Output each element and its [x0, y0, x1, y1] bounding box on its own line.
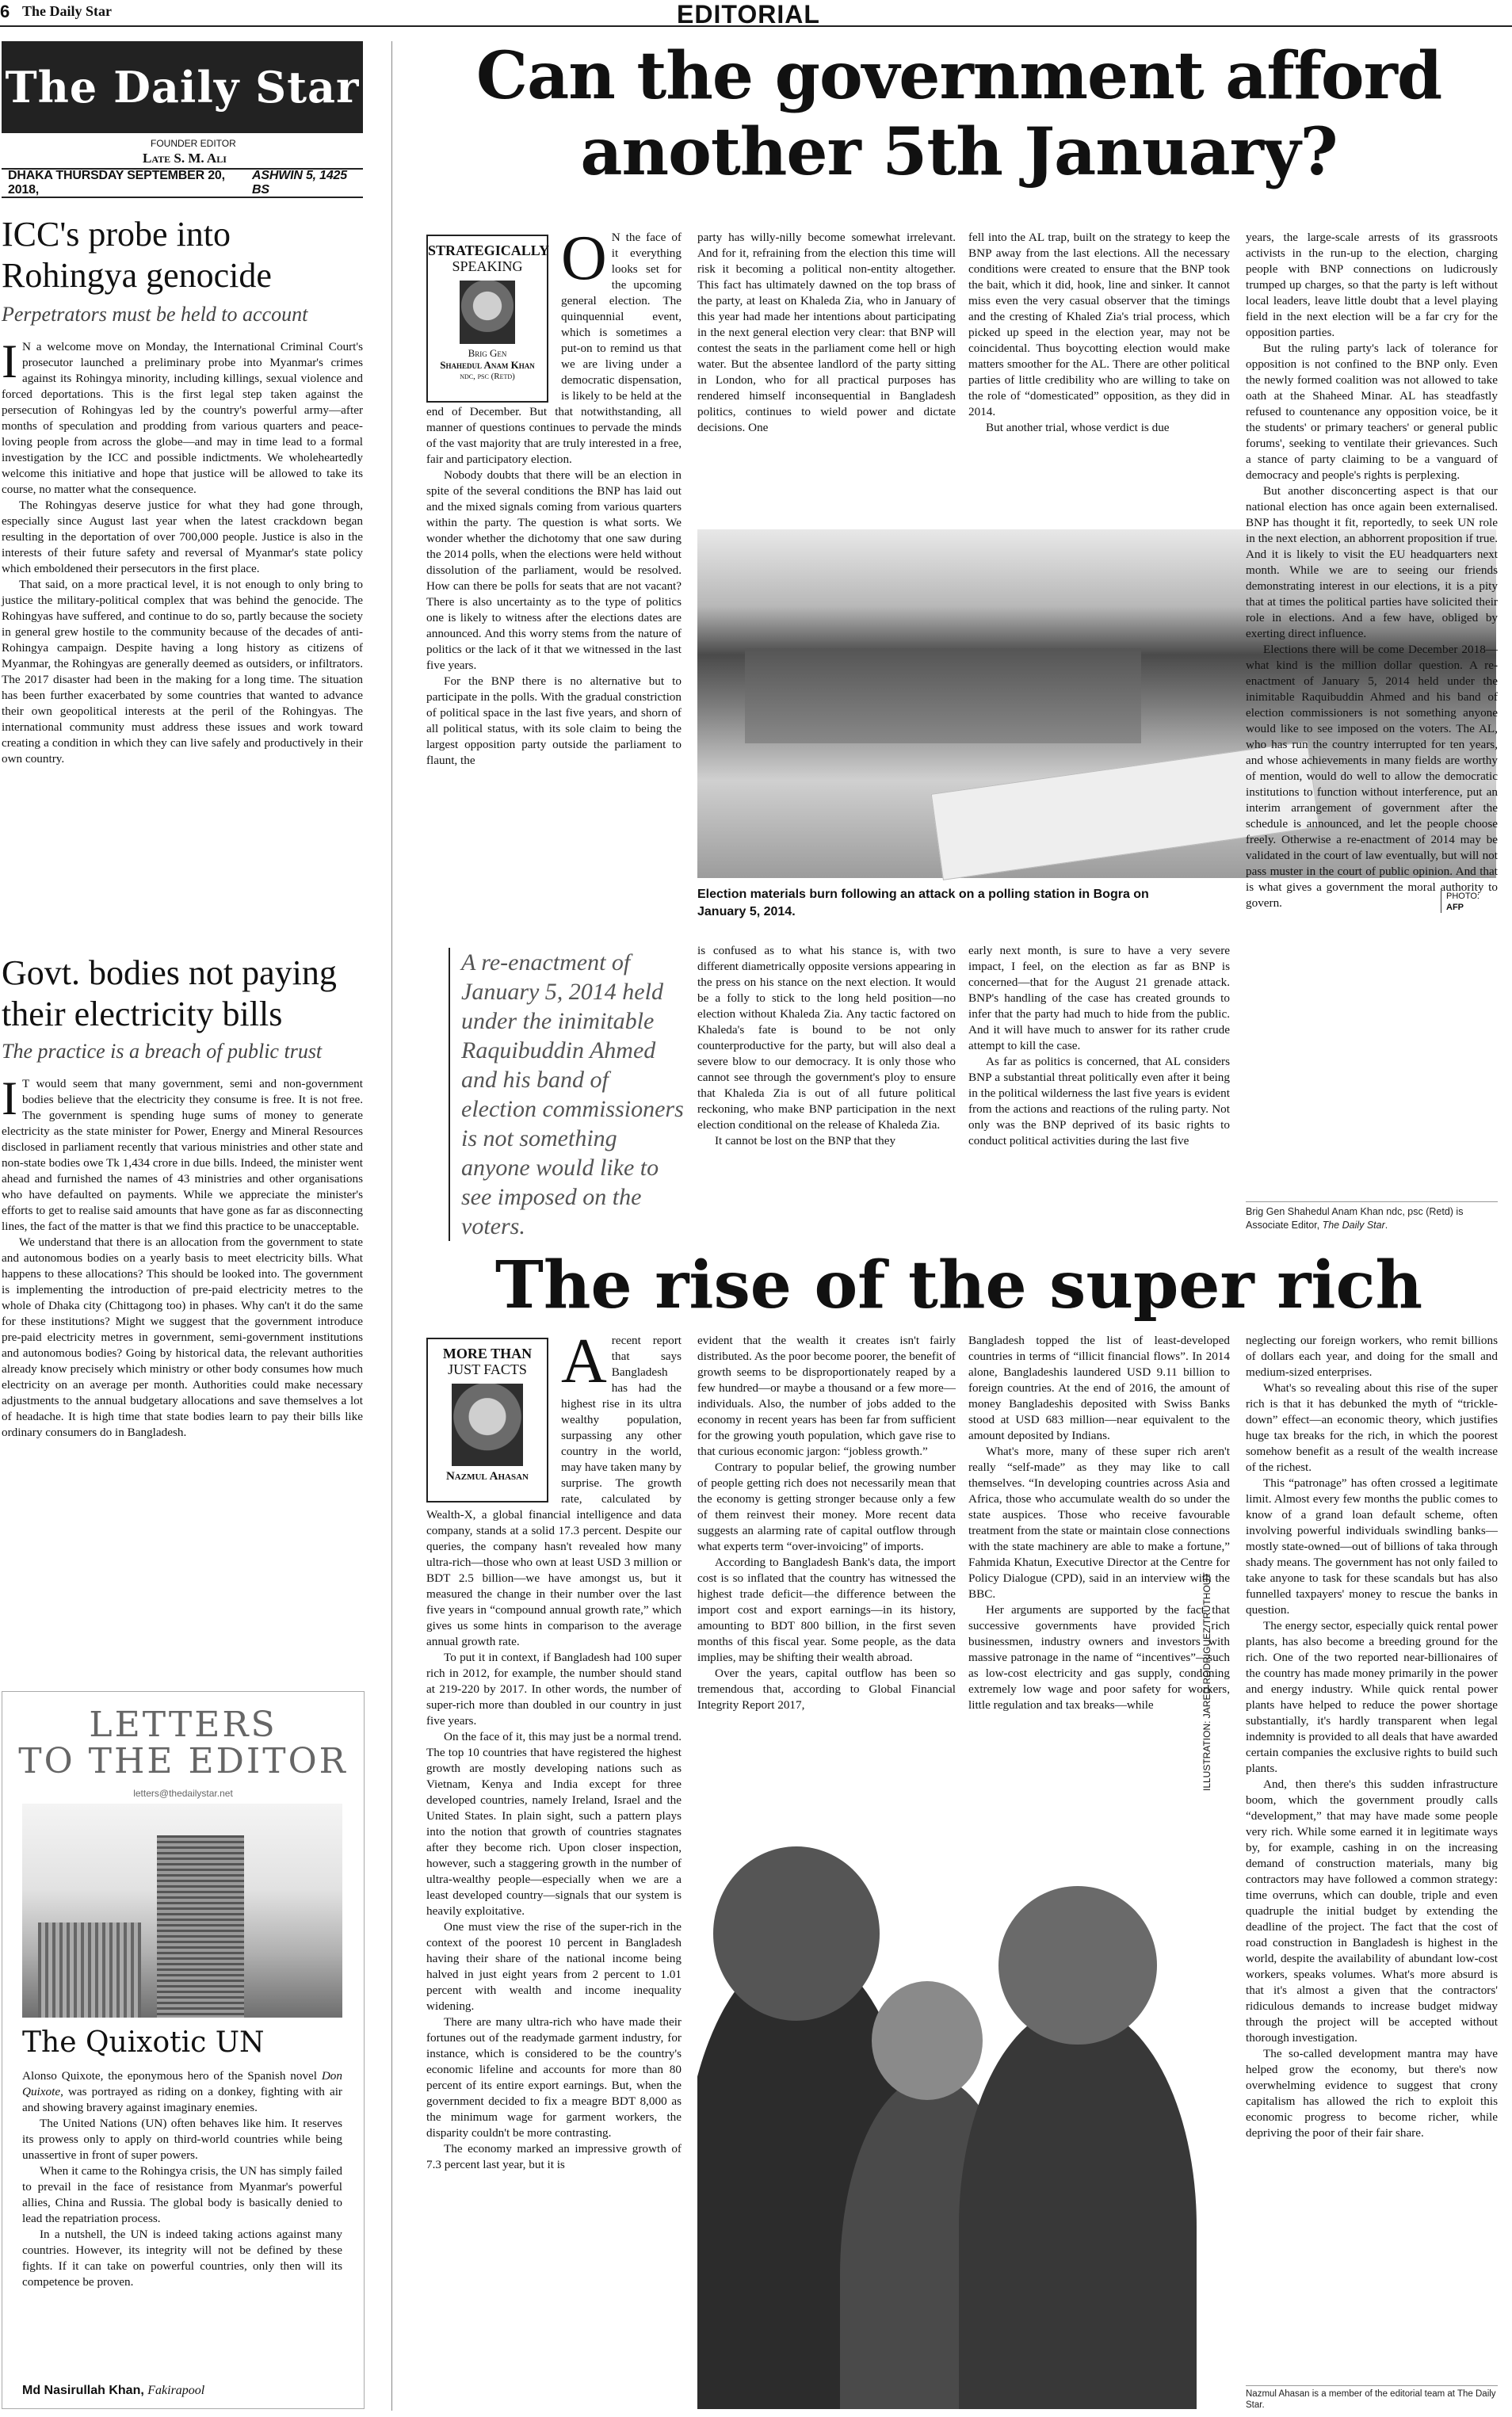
column-label-2: SPEAKING [452, 258, 523, 274]
founder-name: Late S. M. Ali [143, 151, 227, 166]
paragraph: In a nutshell, the UN is indeed taking actions against many countries. However, its integrity will not be defined by these fights. If it can take on powerful countries, only then will its competence be proven. [22, 2228, 342, 2289]
article-2-col-2 [697, 1333, 956, 1713]
column-label: STRATEGICALLY [428, 242, 550, 258]
paragraph: N a welcome move on Monday, the International Criminal Court's prosecutor launched a preliminary probe into Myanmar's crimes against its Rohingya minority, including killings, sexual violence and forced deportations. This is the first legal step taken against the persecution of Rohingyas led by the country's powerful army—after months of speculation and prodding from various quarters and peace-loving people from across the globe—and may in time lead to a formal investigation by the ICC and possible indictments. We wholeheartedly welcome this initiative and hope that justice will be allowed to take its course, no matter what the consequence. [2, 340, 363, 496]
paragraph: We understand that there is an allocation from the government to state and autonomous bodies on a yearly basis to meet electricity bills. What happens to these allocations? This should be looked into. The government is implementing the introduction of pre-paid electricity metres to the whole of Dhaka city (Chittagong too) in phases. Why can't it do the same for these institutions? Might we suggest that the government introduce pre-paid electricity metres in government, semi-government institutions and autonomous bodies? Going by historical data, the relevant authorities already know precisely which ministry or other body consumes how much electricity on an average per month. Authorities could make necessary adjustments to the annual budgetary allocations and save themselves a lot of headache. It is high time that state bodies learn to pay their bills like ordinary consumers do in Bangladesh. [2, 1235, 363, 1439]
paragraph: As far as politics is concerned, that AL considers BNP a substantial threat politically even after it being in the political wilderness the last five years is evident from the actions and reactions of the ruling party. Not only was the BNP deprived of its basic rights to conduct political activities during the last five [968, 1055, 1230, 1147]
illustration-credit: ILLUSTRATION: JARED RODRIGUEZ/TRUTHOUT [1201, 1572, 1212, 1791]
article-1-col-4 [1246, 230, 1498, 911]
paragraph: Nobody doubts that there will be an election in spite of the several conditions the BNP has laid out and the mixed signals coming from various quarters within the party. The question is what sorts. We wonder whether the dichotomy that one saw during the 2014 polls, when the elections were held without dissolution of the parliament, would be resolved. How can there be polls for seats that are not vacant? There is also uncertainty as to the type of politics one is likely to witness after the elections dates are announced. And this worry stems from the nature of politics or the lack of it that we witnessed in the last five years. [426, 468, 682, 672]
column-label: MORE THAN [442, 1346, 533, 1361]
paragraph: Contrary to popular belief, the growing number of people getting rich does not necessarily mean that the economy is getting stronger because only a few of them reinvest their money. More recent data suggests an alarming rate of capital outflow through what experts term “over-invoicing” of imports. [697, 1461, 956, 1553]
paragraph: is confused as to what his stance is, with two different diametrically opposite versions appearing in the press on his stance on the next election. It would be a folly to stick to the long held position—no election without Khaleda Zia. Any tactic factored on Khaleda's fate is bound to be not only counterproductive for the party, but will also deal a severe blow to our democracy. It is only those who cannot see through the government's ploy to ensure that Khaleda Zia is out of all future political reckoning, who make BNP participation in the next election conditional on the release of Khaleda Zia. [697, 944, 956, 1132]
paper-name-small: The Daily Star [22, 3, 113, 19]
paragraph: years, the large-scale arrests of its grassroots activists in the run-up to the election, charging people with BNP connections on ludicrously trumped up charges, so that the party is left without local leaders, leave little doubt that a level playing field in the next election will be a far cry for the opposition parties. [1246, 231, 1498, 339]
paragraph: There are many ultra-rich who have made their fortunes out of the readymade garment industry, for instance, which is considered to be the country's economic lifeline and accounts for more than 80 percent of its entire export earnings. But, when the government decided to fix a meagre BDT 8,000 as the minimum wage for garment workers, the disparity couldn't be more contrasting. [426, 2015, 682, 2140]
article-1-col-3b [968, 943, 1230, 1149]
paragraph: party has willy-nilly become somewhat irrelevant. And for it, refraining from the election this time will risk it becoming a political non-entity altogether. This fact has ultimately dawned on the top brass of the party, at least on Khaleda Zia, who in January of this year had made her intentions about participating in the next general election very clear: that BNP will contest the seats in the parliament come hell or high water. But the absentee landlord of the party sitting in London, who for all practical purposes has rendered himself inconsequential in Bangladesh politics, continues to wield power and dictate decisions. One [697, 231, 956, 434]
pull-quote: A re-enactment of January 5, 2014 held under the inimitable Raquibuddin Ahmed and his band of election commissioners is not something anyone would like to see imposed on the voters. [449, 948, 686, 1241]
dateline [2, 168, 363, 198]
editorial-2-subtitle: The practice is a breach of public trust [2, 1040, 323, 1063]
paragraph: That said, on a more practical level, it is not enough to only bring to justice the military-political complex that was behind the genocide. The Rohingyas have suffered, and continue to do so, partly because the society in general grew hostile to the community because of the decades of anti-Rohingya campaign. Despite having a long history as citizens of Myanmar, the Rohingyas are generally deemed as outsiders, or infiltrators. The 2017 disaster had been in the making for a long time. The situation has been further exacerbated by some countries that wanted to advance their own geopolitical interests at the peril of the Rohingyas. The international community must address these issues and work toward creating a condition in which they can live safely and productively in their own country. [2, 578, 363, 766]
letter-signature: Md Nasirullah Khan, Fakirapool [22, 2384, 205, 2397]
article-1-col-1 [426, 223, 682, 769]
paragraph: N the face of it everything looks set for the upcoming general election. The quinquennial event, which is sometimes a put-on to remind us that we are living under a democratic dispensation, is likely to be held at the end of December. But that notwithstanding, all manner of questions continues to pervade the minds of the vast majority that are truly interested in a free, fair and participatory election. [426, 231, 682, 466]
author-bio-2: Nazmul Ahasan is a member of the editorial team at The Daily Star. [1246, 2385, 1498, 2411]
paragraph: fell into the AL trap, built on the strategy to keep the BNP away from the last elections. All the necessary conditions were created to ensure that the BNP took the bait, which it did, hook, line and sinker. It cannot miss even the very casual observer that the timings and the cresting of Khaled Zia's trial process, which picked up speed in the election year, may not be coincidental. Thus boycotting election would make matters smoother for the AL. There are other political parties of little credibility who are willing to take on the role of “domesticated” opposition, as they did in 2014. [968, 231, 1230, 418]
article-2-col-4 [1246, 1333, 1498, 2141]
paragraph: Over the years, capital outflow has been so tremendous that, according to Global Financial Integrity Report 2017, [697, 1667, 956, 1712]
paragraph: T would seem that many government, semi and non-government bodies believe that the electricity they consume is free. It is not free. The government is spending huge sums of money to generate electricity as the state minister for Power, Energy and Mineral Resources disclosed in parliament recently that various ministries and other state and non-state bodies owe Tk 1,434 crore in due bills. Indeed, the minister went ahead and furnished the names of 43 ministries and other organisations who have defaulted on payments. While we appreciate the minister's efforts to get to realise said amounts that have gone as far as disconnecting lines, the fact of the matter is that we find this practice to be unacceptable. [2, 1077, 363, 1233]
paragraph: On the face of it, this may just be a normal trend. The top 10 countries that have registered the highest growth are mostly developing nations such as Vietnam, Kenya and India except for three developed countries, namely Ireland, Israel and the United States. In plain sight, such a pattern plays into the notion that growth of countries stagnates after they become rich. Upon closer inspection, however, such a staggering growth in the number of ultra-wealthy people—especially when we are a least developed country—signals that our system is heavily exploitative. [426, 1730, 682, 1918]
paragraph: Alonso Quixote, the eponymous hero of the Spanish novel Don Quixote, was portrayed as riding on a donkey, fighting with air and showing bravery against imaginary enemies. [22, 2069, 342, 2114]
paragraph: neglecting our foreign workers, who remit billions of dollars each year, and doing for the small and medium-sized enterprises. [1246, 1334, 1498, 1379]
article-2-col-3 [968, 1333, 1230, 1713]
article-1-headline: Can the government afford another 5th January? [475, 38, 1442, 190]
article-1-col-2 [697, 230, 956, 436]
paragraph: To put it in context, if Bangladesh had 100 super rich in 2012, for example, the number should stand at 219-220 by 2017. In other words, the number of super-rich more than doubled in our country in just five years. [426, 1651, 682, 1728]
paragraph: What's more, many of these super rich aren't really “self-made” as they may like to call themselves. “In developing countries across Asia and Africa, those who accumulate wealth do so under the state auspices. Those who receive favourable treatment from the state or maintain close connections with the state machinery are able to make a fortune,” Fahmida Khatun, Executive Director at the Centre for Policy Dialogue (CPD), said in an interview with the BBC. [968, 1445, 1230, 1601]
section-label: EDITORIAL [677, 0, 820, 29]
author-bio: Brig Gen Shahedul Anam Khan ndc, psc (Retd) is Associate Editor, The Daily Star. [1246, 1201, 1498, 1232]
editorial-1-title: ICC's probe into Rohingya genocide [2, 215, 272, 295]
photo-credit: PHOTO: AFP [1441, 891, 1496, 913]
paragraph: The so-called development mantra may have helped grow the economy, but there's now overwhelming evidence to suggest that crony capitalism has allowed the rich to exploit this economic progress to become richer, while depriving the poor of their fair share. [1246, 2047, 1498, 2140]
masthead-logo [2, 41, 363, 133]
paragraph: But the ruling party's lack of tolerance for opposition is not confined to the BNP only. Even the newly formed coalition was not allowed to take oath at the Shaheed Minar. AL has steadfastly refused to countenance any opposition voice, be it the students' or primary teachers' or general public forums', seeking to ventilate their grievances. Such a stance of party claiming to be a vanguard of democracy and people's rights is perplexing. [1246, 342, 1498, 482]
author-name-2: Shahedul Anam Khan [440, 359, 535, 371]
article-2-col-1 [426, 1327, 682, 2173]
letters-title-line2: TO THE EDITOR [18, 1741, 348, 1781]
photo-caption: Election materials burn following an attack on a polling station in Bogra on January 5, 2014. [697, 888, 1149, 918]
article-1-col-2b [697, 943, 956, 1149]
paragraph: The United Nations (UN) often behaves like him. It reserves its prowess only to apply on third-world countries while being unassertive in front of super powers. [22, 2117, 342, 2162]
super-rich-illustration [697, 1743, 1212, 2409]
letters-email[interactable]: letters@thedailystar.net [133, 1788, 233, 1799]
editorial-1 [2, 214, 363, 767]
column-divider [391, 41, 392, 2411]
paragraph: The Rohingyas deserve justice for what they had gone through, especially since August last year when the latest crackdown began resulting in the deportation of over 700,000 people. Justice is also in the interests of their future safety and reversal of Myanmar's state policy which emboldened their persecutors in the first place. [2, 498, 363, 575]
paragraph: Her arguments are supported by the fact that successive governments have provided rich businessmen, industry owners and investors with massive patronage in the name of “incentives”—such as low-cost electricity and gas supply, condoning extremely low wage and poor safety for workers, little regulation and tax breaks—while [968, 1603, 1230, 1712]
paragraph: evident that the wealth it creates isn't fairly distributed. As the poor become poorer, the benefit of growth seems to be disproportionately reaped by a few hundred—or maybe a thousand or a few more—individuals. Also, the number of jobs added to the economy in recent years has been far from sufficient for the growing youth population, which gave rise to that curious economic jargon: “jobless growth.” [697, 1334, 956, 1458]
editorial-1-body [2, 335, 363, 767]
letter-body [22, 2068, 342, 2290]
paragraph: Bangladesh topped the list of least-developed countries in terms of “illicit financial flows”. In 2014 alone, Bangladeshis laundered USD 9.11 billion to foreign countries. At the end of 2016, the amount of money Bangladeshis deposited with Swiss Banks stood at USD 683 million—near equivalent to the amount deposited by Indians. [968, 1334, 1230, 1442]
paragraph: This “patronage” has often crossed a legitimate limit. Almost every few months the public comes to know of a grand loan default scheme, often involving powerful individuals swindling banks—mostly state-owned—out of billions of taka through shady means. The government has not only failed to take anyone to task for these scandals but has also funnelled taxpayers' money to rescue the banks in question. [1246, 1476, 1498, 1617]
editorial-2 [2, 953, 363, 1441]
dateline-date: DHAKA THURSDAY SEPTEMBER 20, 2018, [8, 169, 225, 197]
page-number: 6 [0, 2, 10, 21]
dropcap: I [2, 1072, 17, 1124]
paragraph: For the BNP there is no alternative but to participate in the polls. With the gradual constriction of political space in the last five years, and shorn of all political status, with its sole claim to being the largest opposition party outside the parliament to flaunt, the [426, 674, 682, 767]
dropcap: O [561, 223, 607, 293]
paragraph: But another disconcerting aspect is that our national election has once again been externalised. BNP has thought it fit, reportedly, to seek UN role in the next election, an abhorrent proposition if true. And it is likely to visit the EU headquarters next month. While we are to seeing our friends demonstrating interest in our elections, it is a pity that at times the political parties have solicited their role in elections. And a few have, obliged by exerting direct influence. [1246, 484, 1498, 640]
paragraph: recent report that says Bangladesh has had the highest rise in its ultra wealthy population, surpassing any other country in the world, may have taken many by surprise. The growth rate, calculated by Wealth-X, a global financial intelligence and data company, stands at a solid 17.3 percent. Despite our queries, the company hasn't revealed how many ultra-rich—those who own at least USD 3 million or BDT 2.5 billion—we have amongst us, but it measured the change in their number over the last five years in “compound annual growth rate,” which gives us some hints in comparison to the average annual growth rate. [426, 1334, 682, 1648]
column-label-2: JUST FACTS [448, 1361, 527, 1377]
article-1-col-3 [968, 230, 1230, 436]
paragraph: One must view the rise of the super-rich in the context of the poorest 10 percent in Bangladesh having their share of the national income being halved in just eight years from 2 percent to 1.01 percent with wealth and income inequality widening. [426, 1920, 682, 2013]
dropcap: A [561, 1327, 607, 1396]
editorial-2-title: Govt. bodies not paying their electricity bills [2, 953, 337, 1033]
letters-title-line1: LETTERS [89, 1705, 277, 1745]
paragraph: But another trial, whose verdict is due [986, 421, 1170, 434]
editorial-1-subtitle: Perpetrators must be held to account [2, 303, 308, 326]
paragraph: What's so revealing about this rise of the super rich is that it has debunked the myth of “trickle-down” effect—an economic theory, which justifies huge tax breaks for the rich, in which the poorest somehow benefit as a result of the wealth increase of the richest. [1246, 1381, 1498, 1474]
un-building-photo [22, 1804, 342, 2018]
letters-section-title [2, 1707, 365, 1780]
dropcap: I [2, 335, 17, 388]
editorial-2-body [2, 1072, 363, 1441]
author-rank: ndc, psc (Retd) [460, 372, 515, 381]
article-2-headline: The rise of the super rich [494, 1247, 1423, 1323]
paragraph: Elections there will be come December 2018—what kind is the million dollar question. A re-enactment of January 5, 2014 held under the inimitable Raquibuddin Ahmed and his band of election commissioners is not something anyone would like to see imposed on the voters. The AL, who has run the country interrupted for ten years, and whose achievements in many fields are worthy of mention, would do well to allow the democratic institutions to function without interference, put an interim arrangement of government after the schedule is announced, and let the people choose freely. Otherwise a re-enactment of 2014 may be validated in the court of law eventually, but will not pass muster in the court of public opinion. And that is what gives a government the moral authority to govern. [1246, 643, 1498, 910]
letter-title: The Quixotic UN [22, 2026, 265, 2059]
paragraph: When it came to the Rohingya crisis, the UN has simply failed to prevail in the face of resistance from Myanmar's powerful allies, China and Russia. The global body is basically denied to lead the repatriation process. [22, 2164, 342, 2225]
paragraph: It cannot be lost on the BNP that they [715, 1134, 896, 1147]
paragraph: The energy sector, especially quick rental power plants, has also become a breeding ground for the rich. One of the two reported near-billionaires of the country has made money primarily in the power and energy industry. While quick rental power plants have helped to reduce the power shortage substantially, it's hardly transparent when legal indemnity is provided to all deals that have awarded certain companies the exclusive rights to build such plants. [1246, 1619, 1498, 1775]
author-name: Brig Gen [468, 347, 507, 359]
paragraph: According to Bangladesh Bank's data, the import cost is so inflated that the country has witnessed the highest trade deficit—the difference between the import cost and export earnings—in its history, amounting to BDT 800 billion, in the first seven months of this fiscal year. Some people, as the data implies, may be shifting their wealth abroad. [697, 1556, 956, 1664]
masthead-name: The Daily Star [5, 62, 360, 113]
paragraph: And, then there's this sudden infrastructure boom, which the government proudly calls “development,” that may have made some people very rich. While some earned it in legitimate ways by, for example, cashing in on the increasing demand of construction materials, many big contractors may have followed a common strategy: time overruns, which can double, triple and even quadruple the initial budget by extending the deadline of the project. The fact that the cost of road construction in Bangladesh is highest in the world, despite the availability of abundant low-cost workers, speaks volumes. What's more absurd is that it's almost a given that the contractors' ridiculous demands to increase budget midway through the project will be accepted without thorough investigation. [1246, 1777, 1498, 2045]
paragraph: early next month, is sure to have a very severe impact, I feel, on the election as far as BNP is concerned—that for the August 21 grenade attack. BNP's handling of the case has created grounds to infer that the party had much to hide from the public. And it will have much to answer for its rather crude attempt to kill the case. [968, 944, 1230, 1052]
founder-label: FOUNDER EDITOR [151, 138, 236, 149]
paragraph: The economy marked an impressive growth of 7.3 percent last year, but it is [426, 2142, 682, 2171]
dateline-bangla: ASHWIN 5, 1425 BS [252, 169, 347, 197]
author-name: Nazmul Ahasan [445, 1470, 529, 1483]
